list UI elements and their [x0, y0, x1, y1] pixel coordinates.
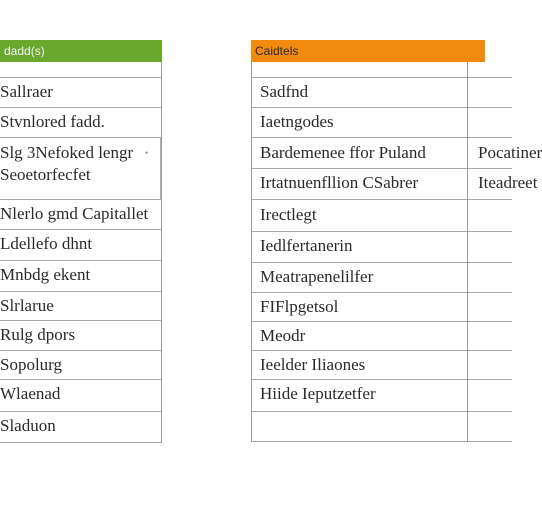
table-cell: Sallraer [0, 82, 53, 101]
table-cell: Irtatnuenfllion CSabrer [260, 173, 419, 192]
table-cell: Ldellefo dhnt [0, 234, 93, 253]
table-row[interactable] [252, 169, 538, 200]
table-cell: Nlerlo gmd Capitallet [0, 204, 149, 223]
table-row[interactable] [0, 292, 161, 321]
table-cell-extra: Pocatiner [478, 143, 542, 162]
table-row[interactable] [0, 321, 161, 351]
table-row[interactable] [0, 412, 161, 443]
table-row[interactable] [252, 138, 542, 169]
table-cell: Meatrapenelilfer [260, 267, 374, 286]
table-row[interactable] [0, 380, 161, 412]
table-cell: Slrlarue [0, 296, 54, 315]
table-cell: FIFlpgetsol [260, 297, 339, 316]
table-row[interactable] [0, 230, 161, 261]
table-cell: Sopolurg [0, 355, 63, 374]
table-row[interactable] [252, 263, 512, 293]
table-cell: Wlaenad [0, 384, 61, 403]
table-row[interactable] [252, 322, 512, 351]
table-row[interactable] [252, 108, 512, 138]
left-table [0, 40, 162, 443]
table-row[interactable] [0, 138, 161, 200]
column-divider [467, 62, 468, 442]
right-table [251, 40, 542, 442]
table-row[interactable] [0, 351, 161, 380]
table-row[interactable] [252, 62, 512, 78]
table-cell: Sladuon [0, 416, 56, 435]
left-table-grid [0, 62, 162, 443]
table-cell: Hiide Ieputzetfer [260, 384, 376, 403]
right-table-grid [251, 62, 542, 442]
table-row[interactable] [252, 232, 512, 263]
table-row[interactable] [0, 261, 161, 292]
table-row[interactable] [0, 62, 161, 78]
table-cell: Sadfnd [260, 82, 309, 101]
table-row[interactable] [0, 108, 161, 138]
table-cell: Slg 3Nefoked lengr [0, 143, 134, 162]
table-row[interactable] [252, 351, 512, 380]
table-row[interactable] [252, 78, 512, 108]
table-row[interactable] [252, 380, 512, 412]
table-cell: Iaetngodes [260, 112, 334, 131]
left-table-header: dadd(s) [0, 40, 162, 62]
table-cell: Meodr [260, 326, 306, 345]
table-cell: Seoetorfecfet [0, 165, 91, 184]
right-table-header: Caidtels [251, 40, 485, 62]
table-row[interactable] [0, 200, 161, 230]
table-cell: Bardemenee ffor Puland [260, 143, 426, 162]
table-cell: Iedlfertanerin [260, 236, 353, 255]
dot-icon: • [145, 148, 149, 158]
table-cell-extra: Iteadreet [478, 173, 538, 192]
table-row[interactable] [0, 78, 161, 108]
table-cell: Rulg dpors [0, 325, 76, 344]
table-row[interactable] [252, 200, 512, 232]
table-row[interactable] [252, 293, 512, 322]
table-cell: Mnbdg ekent [0, 265, 91, 284]
table-cell: Stvnlored fadd. [0, 112, 105, 131]
table-row[interactable] [252, 412, 512, 442]
table-cell: Irectlegt [260, 205, 317, 224]
table-cell: Ieelder Iliaones [260, 355, 366, 374]
